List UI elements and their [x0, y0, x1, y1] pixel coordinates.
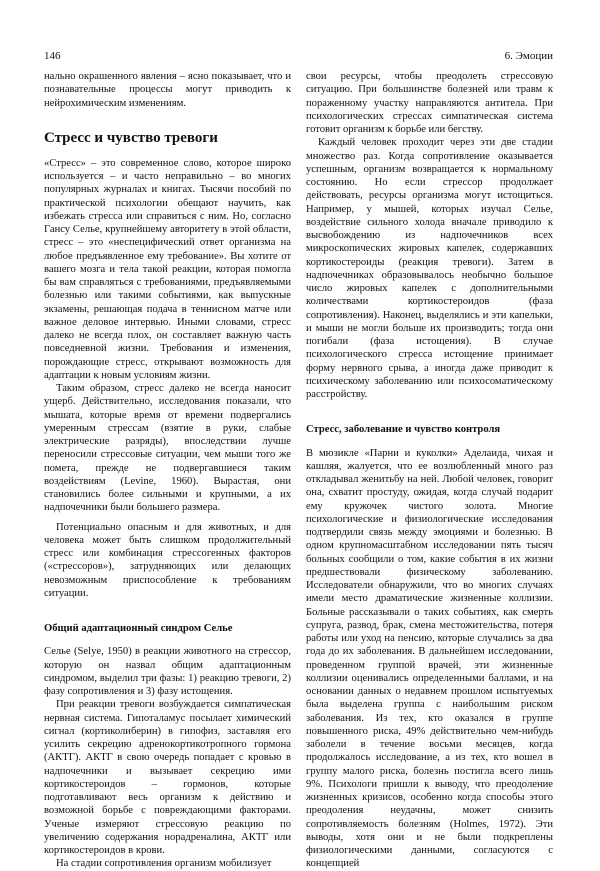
subsection-title: Стресс, заболевание и чувство контроля: [306, 424, 501, 436]
paragraph: Потенциально опасным и для животных, и для человека может быть слишком продолжительный стресс или комбинация стрессогенных факторов («стрессоров»), затрудняющих или делающих невозможным приспособление к требованиям ситуации.: [44, 521, 291, 599]
paragraph: Каждый человек проходит через эти две стадии множество раз. Когда сопротивление оказывается успешным, организм возвращается к нормальному состоянию. Но если стрессор продолжает действовать, ресурсы организма могут истощиться. Например, у мышей, которых изучал Селье, воздействие сильного холода вначале приводило к высвобождению из надпочечников всех микроскопических жировых капелек, содержавших кортикостероиды (реакция тревоги). Затем в надпочечниках образовывалось необычно большое число жировых капелек с дополнительными количествами кортикостероидов (фаза сопротивления). Наконец, выделялись и эти капельки, и мыши не могли больше их производить; тогда они погибали (фаза истощения). В случае психологического стресса истощение принимает форму нервного срыва, а иногда даже приводит к психическому заболеванию или психосоматическому расстройству.: [306, 137, 553, 400]
paragraph: На стадии сопротивления организм мобилизует: [56, 858, 272, 870]
right-column: [306, 70, 553, 871]
paragraph: Таким образом, стресс далеко не всегда наносит ущерб. Действительно, исследования показали, что мышата, которые время от времени подвергались умеренным стрессам (взятие в руки, слабые электрические разряды), впоследствии лучше переносили стрессовые ситуации, чем мыши того же помета, прежде не подвергавшиеся таким воздействиям (Levine, 1960). Вырастая, они становились более сильными и крупными, а их надпочечники были большего размера.: [44, 383, 291, 514]
paragraph: свои ресурсы, чтобы преодолеть стрессовую ситуацию. При большинстве болезней или травм к пораженному участку направляются антитела. При психологических стрессах симпатическая система готовит организм к борьбе или бегству.: [306, 71, 553, 135]
intro-continuation: нально окрашенного явления – ясно показывает, что и познавательные процессы могут приводить к нейрохимическим изменениям.: [44, 71, 291, 109]
section-title: Стресс и чувство тревоги: [44, 129, 218, 146]
subsection-title: Общий адаптационный синдром Селье: [44, 623, 233, 634]
left-column: [44, 70, 291, 871]
chapter-running-head: 6. Эмоции: [504, 50, 553, 62]
paragraph: В мюзикле «Парни и куколки» Аделаида, чихая и кашляя, жалуется, что ее возлюбленный много раз откладывал женитьбу на ней. Любой человек, говорит она, схватит простуду, ожидая, когда случай подарит ему кружочек чистого золота. Многие психологические и физиологические исследования подтвердили связь между эмоциями и болезнью. В одном крупномасштабном исследовании пять тысяч больных сообщили о том, какие события в их жизни предшествовали физическому заболеванию. Исследователи обнаружили, что во многих случаях имели место драматические жизненные коллизии. Больные рассказывали о таких событиях, как смерть супруга, развод, брак, смена местожительства, потеря работы или уход на пенсию, которые случались за два года до их заболевания. В дальнейшем исследовании, проведенном группой врачей, эти жизненные коллизии оценивались определенными баллами, и на основании данных о недавнем прошлом испытуемых была выделена группа с наибольшим риском заболевания. Из тех, кто оказался в группе повышенного риска, 49% действительно чем-нибудь заболели в течение восьми месяцев, когда продолжалось исследование, а из тех, кто вошел в группу малого риска, болезнь постигла всего лишь 9%. Психологи пришли к выводу, что преодоление жизненных кризисов, особенно когда способы этого преодоления неудачны, может снизить сопротивляемость болезням (Holmes, 1972). Эти выводы, хотя они и не были подкреплены физиологическими данными, согласуются с концепцией: [306, 447, 553, 870]
page-number: 146: [44, 50, 61, 62]
paragraph: Селье (Selye, 1950) в реакции животного на стрессор, которую он назвал общим адаптационным синдромом, выделил три фазы: 1) реакцию тревоги, 2) фазу сопротивления и 3) фазу истощения.: [44, 646, 291, 697]
paragraph: При реакции тревоги возбуждается симпатическая нервная система. Гипоталамус посылает химический сигнал (кортиколиберин) в гипофиз, заставляя его усилить секрецию адренокортикотропного гормона (АКТГ). АКТГ в свою очередь попадает с кровью в надпочечники и вызывает секрецию ими кортикостероидов – гормонов, которые подготавливают весь организм к действию и возможной борьбе с повреждающими факторами. Ученые измеряют стрессовую реакцию по увеличению содержания норадреналина, АКТГ или кортикостероидов в крови.: [44, 699, 291, 856]
paragraph: «Стресс» – это современное слово, которое широко используется – и часто неправильно – во многих популярных журналах и книгах. Тысячи пособий по практической психологии обещают научить, как избежать стресса или справиться с ним. Но, согласно Гансу Селье, крупнейшему авторитету в этой области, стресс – это «неспецифический ответ организма на любое предъявленное ему требование». Вы хотите от вашего мозга и тела такой реакции, которая помогла бы вам справляться с требованиями, предъявляемыми болезнью или такими событиями, как выпускные экзамены, решающая подача в теннисном матче или важное деловое интервью. Иными словами, стресс далеко не всегда плох, он составляет важную часть повседневной жизни. Требования и изменения, порождающие стресс, открывают возможность для адаптации к новым условиям жизни.: [44, 157, 291, 381]
